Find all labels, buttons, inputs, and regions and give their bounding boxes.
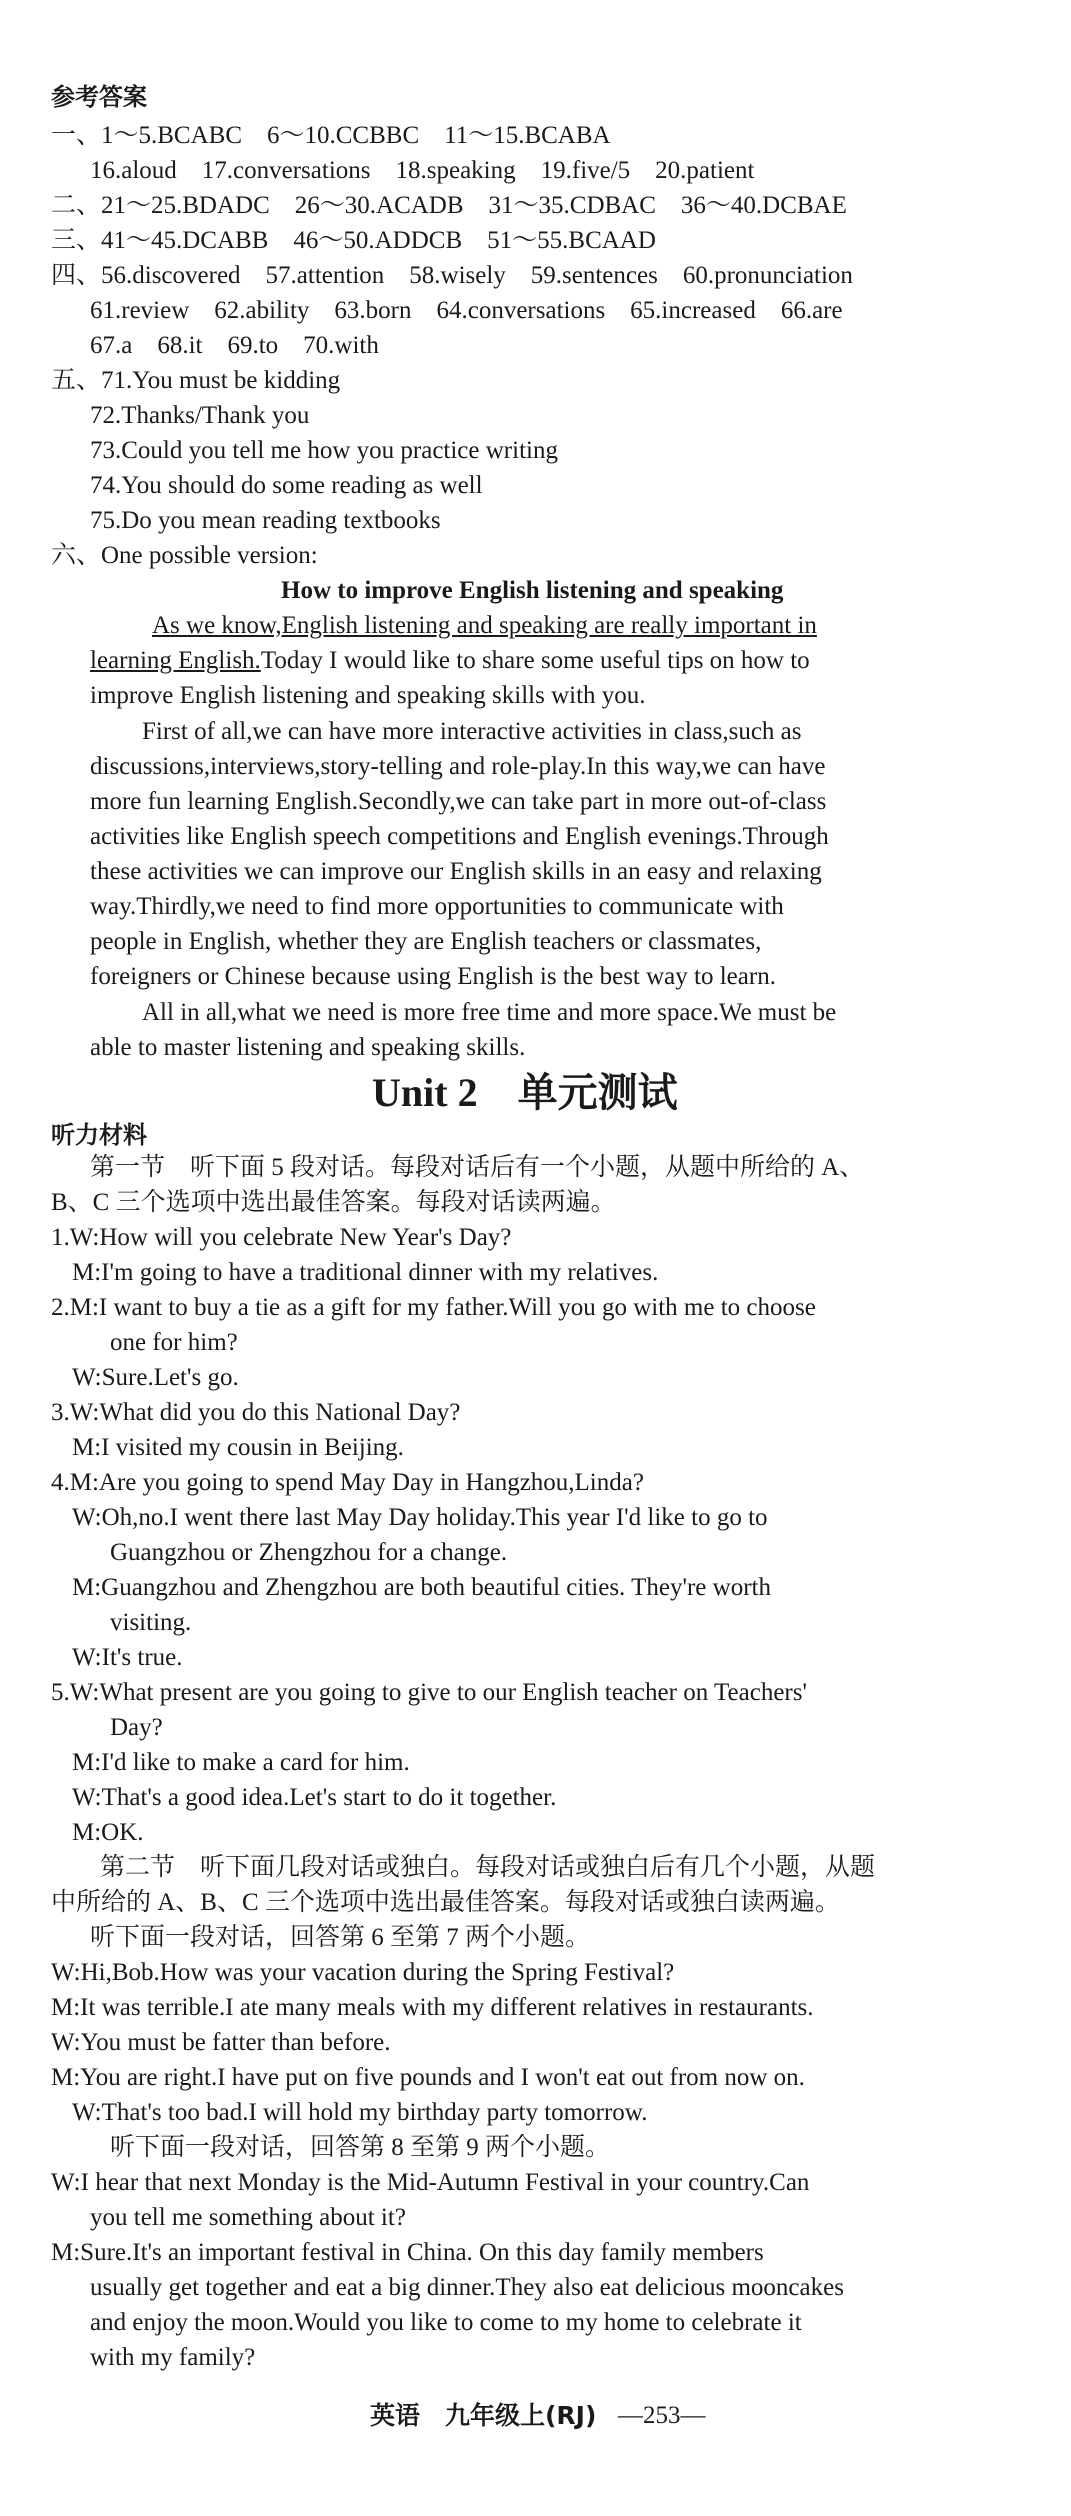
listening-line: W:Hi,Bob.How was your vacation during the Spring Festival? — [51, 1959, 675, 1986]
listening-line: M:It was terrible.I ate many meals with my different relatives in restaurants. — [51, 1994, 814, 2021]
essay-line: As we know,English listening and speaking are really important in — [152, 612, 817, 639]
answer-line: 61.review 62.ability 63.born 64.conversations 65.increased 66.are — [90, 297, 843, 324]
essay-line: First of all,we can have more interactive activities in class,such as — [142, 718, 802, 745]
listening-line: 第二节 听下面几段对话或独白。每段对话或独白后有几个小题，从题 — [100, 1854, 876, 1881]
answer-line: 75.Do you mean reading textbooks — [90, 507, 441, 534]
answer-line: 73.Could you tell me how you practice writing — [90, 437, 558, 464]
listening-line: 1.W:How will you celebrate New Year's Day? — [51, 1224, 512, 1251]
essay-line: more fun learning English.Secondly,we can take part in more out-of-class — [90, 788, 827, 815]
listening-line: Guangzhou or Zhengzhou for a change. — [110, 1539, 508, 1566]
listening-line: 3.W:What did you do this National Day? — [51, 1399, 461, 1426]
footer-subject: 英语 九年级上(RJ) — [370, 2401, 597, 2430]
listening-line: M:I'd like to make a card for him. — [72, 1749, 410, 1776]
listening-line: M:Sure.It's an important festival in China. On this day family members — [51, 2239, 764, 2266]
answer-line: 74.You should do some reading as well — [90, 472, 483, 499]
listening-line: 第一节 听下面 5 段对话。每段对话后有一个小题，从题中所给的 A、 — [90, 1154, 865, 1181]
listening-line: M:I visited my cousin in Beijing. — [72, 1434, 404, 1461]
listening-line: W:Sure.Let's go. — [72, 1364, 239, 1391]
essay-underlined-text: learning English. — [90, 647, 261, 674]
essay-line: All in all,what we need is more free time and more space.We must be — [142, 999, 837, 1026]
listening-line: B、C 三个选项中选出最佳答案。每段对话读两遍。 — [51, 1189, 616, 1216]
listening-line: 2.M:I want to buy a tie as a gift for my father.Will you go with me to choose — [51, 1294, 816, 1321]
essay-line — [90, 643, 810, 678]
answer-line: 四、56.discovered 57.attention 58.wisely 59.sentences 60.pronunciation — [51, 262, 853, 289]
listening-line: 听下面一段对话，回答第 6 至第 7 两个小题。 — [90, 1924, 591, 1951]
section-heading: 参考答案 — [51, 83, 147, 111]
listening-line: 听下面一段对话，回答第 8 至第 9 两个小题。 — [110, 2134, 611, 2161]
listening-line: and enjoy the moon.Would you like to come to my home to celebrate it — [90, 2309, 802, 2336]
listening-line: with my family? — [90, 2344, 256, 2371]
essay-title: How to improve English listening and speaking — [281, 577, 784, 604]
listening-line: you tell me something about it? — [90, 2204, 406, 2231]
essay-line: discussions,interviews,story-telling and role-play.In this way,we can have — [90, 753, 826, 780]
listening-line: W:It's true. — [72, 1644, 183, 1671]
essay-line: able to master listening and speaking skills. — [90, 1034, 526, 1061]
listening-heading: 听力材料 — [51, 1121, 147, 1149]
answer-line: 五、71.You must be kidding — [51, 367, 341, 394]
answer-line: 一、1～5.BCABC 6～10.CCBBC 11～15.BCABA — [51, 122, 611, 149]
listening-line: 4.M:Are you going to spend May Day in Hangzhou,Linda? — [51, 1469, 644, 1496]
listening-line: W:I hear that next Monday is the Mid-Autumn Festival in your country.Can — [51, 2169, 810, 2196]
essay-line: foreigners or Chinese because using English is the best way to learn. — [90, 963, 776, 990]
listening-line: visiting. — [110, 1609, 192, 1636]
listening-line: M:OK. — [72, 1819, 144, 1846]
listening-line: Day? — [110, 1714, 163, 1741]
essay-text: Today I would like to share some useful tips on how to — [260, 647, 810, 674]
answer-line: 六、One possible version: — [51, 542, 318, 569]
listening-line: one for him? — [110, 1329, 238, 1356]
essay-line: activities like English speech competitions and English evenings.Through — [90, 823, 829, 850]
essay-line: these activities we can improve our English skills in an easy and relaxing — [90, 858, 822, 885]
listening-line: M:I'm going to have a traditional dinner with my relatives. — [72, 1259, 659, 1286]
answer-line: 二、21～25.BDADC 26～30.ACADB 31～35.CDBAC 36～40.DCBAE — [51, 192, 847, 219]
listening-line: M:Guangzhou and Zhengzhou are both beautiful cities. They're worth — [72, 1574, 771, 1601]
answer-line: 72.Thanks/Thank you — [90, 402, 310, 429]
essay-line: people in English, whether they are English teachers or classmates, — [90, 928, 762, 955]
listening-line: M:You are right.I have put on five pounds and I won't eat out from now on. — [51, 2064, 805, 2091]
answer-line: 67.a 68.it 69.to 70.with — [90, 332, 379, 359]
listening-line: W:Oh,no.I went there last May Day holiday.This year I'd like to go to — [72, 1504, 768, 1531]
listening-line: 5.W:What present are you going to give to our English teacher on Teachers' — [51, 1679, 807, 1706]
listening-line: W:That's a good idea.Let's start to do it together. — [72, 1784, 557, 1811]
answer-line: 三、41～45.DCABB 46～50.ADDCB 51～55.BCAAD — [51, 227, 656, 254]
listening-line: usually get together and eat a big dinner.They also eat delicious mooncakes — [90, 2274, 844, 2301]
essay-line: improve English listening and speaking skills with you. — [90, 682, 646, 709]
listening-line: W:That's too bad.I will hold my birthday party tomorrow. — [72, 2099, 648, 2126]
unit-title: Unit 2 单元测试 — [372, 1070, 678, 1115]
listening-line: 中所给的 A、B、C 三个选项中选出最佳答案。每段对话或独白读两遍。 — [51, 1889, 840, 1916]
page-number: —253— — [618, 2402, 706, 2429]
essay-line: way.Thirdly,we need to find more opportunities to communicate with — [90, 893, 784, 920]
answer-line: 16.aloud 17.conversations 18.speaking 19.five/5 20.patient — [90, 157, 755, 184]
listening-line: W:You must be fatter than before. — [51, 2029, 391, 2056]
